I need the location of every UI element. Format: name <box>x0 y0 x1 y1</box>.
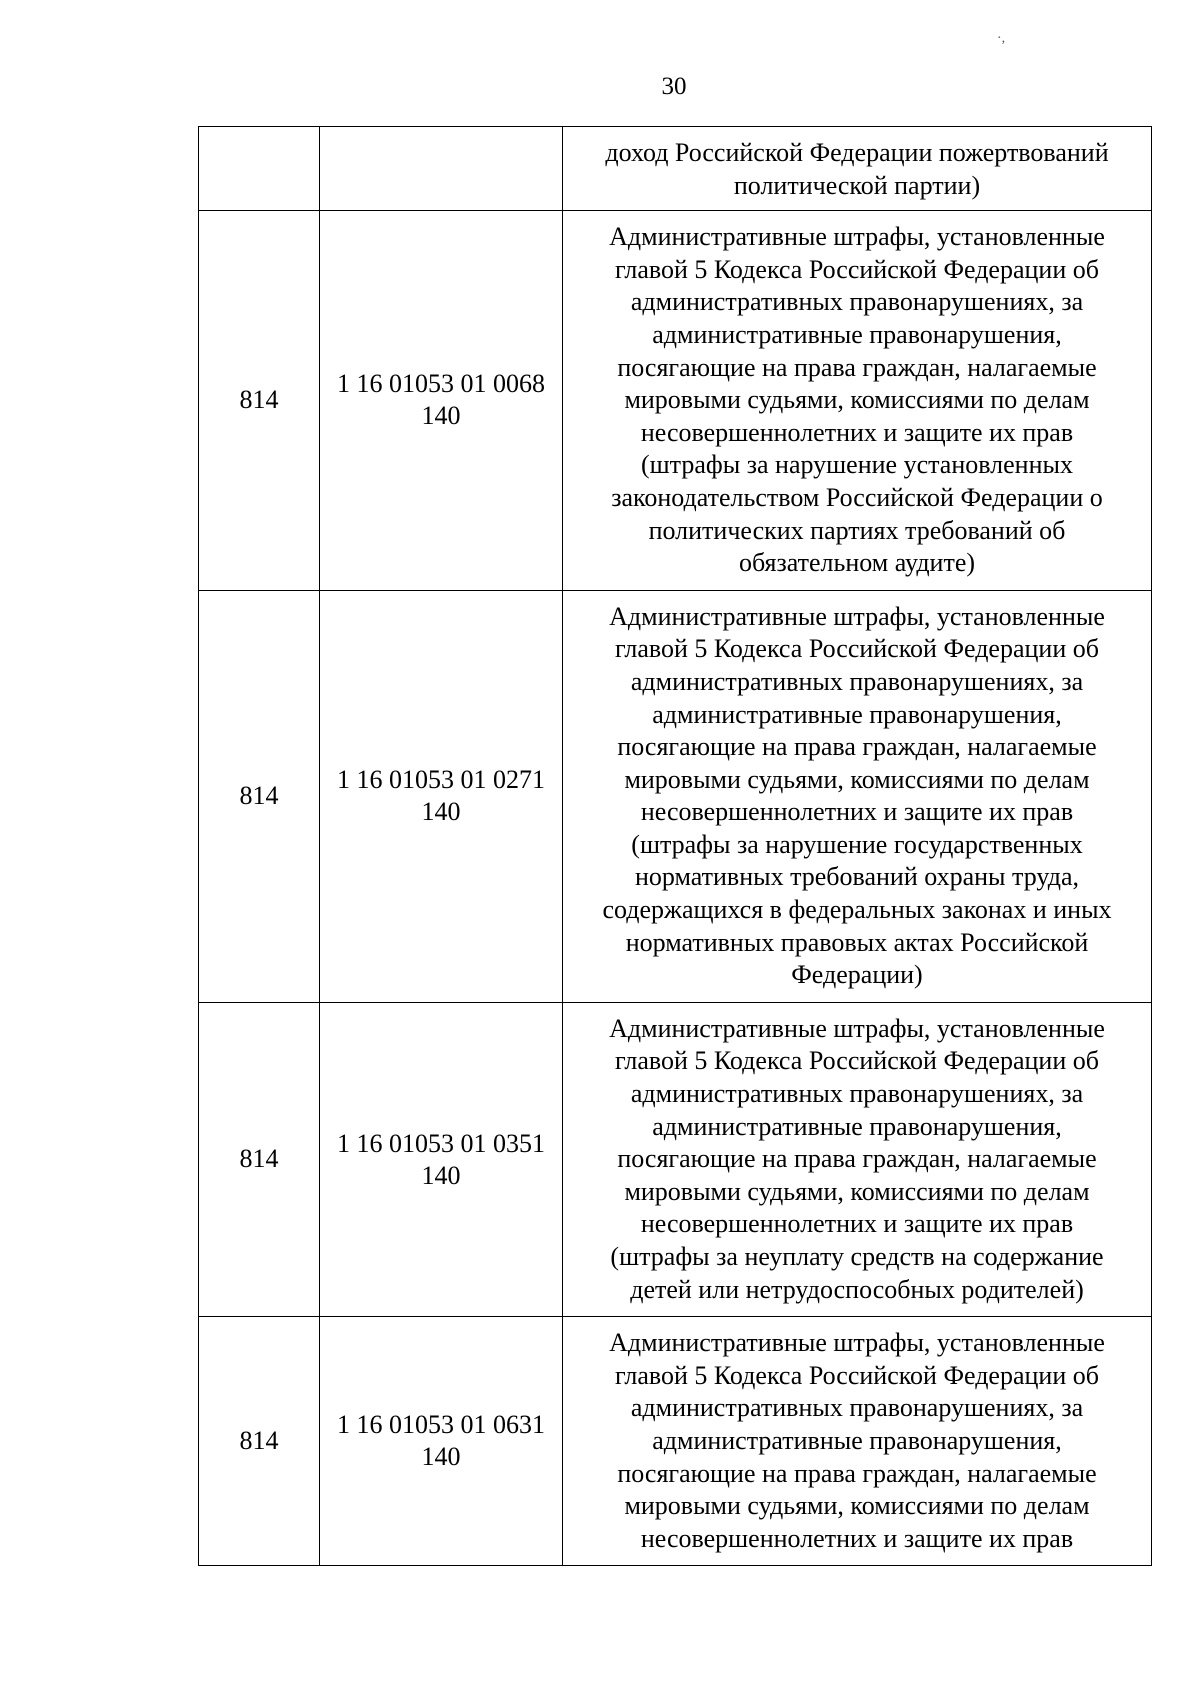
kbk-code-line: 140 <box>421 797 461 827</box>
kbk-code-line: 1 16 01053 01 0351 <box>337 1128 545 1158</box>
table-row <box>199 590 1152 1002</box>
description-line: административные правонарушения, <box>652 1425 1062 1455</box>
kbk-code-cell <box>320 211 563 591</box>
kbk-code-line: 140 <box>421 1442 461 1472</box>
kbk-code-line: 140 <box>421 401 461 431</box>
description-line: законодательством Российской Федерации о <box>611 482 1103 512</box>
description-line: посягающие на права граждан, налагаемые <box>617 1458 1097 1488</box>
description-line: Федерации) <box>791 960 923 990</box>
admin-code-cell: 814 <box>199 211 320 591</box>
description-line: мировыми судьями, комиссиями по делам <box>624 1176 1090 1206</box>
description-line: политических партиях требований об <box>648 515 1066 545</box>
admin-code-cell: 814 <box>199 590 320 1002</box>
description-line: административные правонарушения, <box>652 319 1062 349</box>
description-line: несовершеннолетних и защите их прав <box>640 1209 1074 1239</box>
description-line: мировыми судьями, комиссиями по делам <box>624 385 1090 415</box>
description-line: обязательном аудите) <box>738 548 976 578</box>
kbk-code-cell <box>320 590 563 1002</box>
table-row <box>199 127 1152 211</box>
kbk-code-cell <box>320 1002 563 1316</box>
admin-code-cell: 814 <box>199 1317 320 1566</box>
description-cell <box>563 1002 1152 1316</box>
description-line: доход Российской Федерации пожертвований <box>605 138 1109 167</box>
description-line: посягающие на права граждан, налагаемые <box>617 732 1097 762</box>
fee-table-body <box>199 127 1152 1566</box>
description-line: нормативных правовых актах Российской <box>625 927 1089 957</box>
table-row <box>199 1317 1152 1566</box>
scan-mark: ·, <box>997 31 1006 46</box>
description-line: мировыми судьями, комиссиями по делам <box>624 764 1090 794</box>
description-line: несовершеннолетних и защите их прав <box>640 417 1074 447</box>
kbk-code-cell <box>320 127 563 211</box>
table-row <box>199 211 1152 591</box>
description-line: мировыми судьями, комиссиями по делам <box>624 1491 1090 1521</box>
description-line: главой 5 Кодекса Российской Федерации об <box>615 1046 1099 1076</box>
description-line: (штрафы за нарушение государственных <box>631 829 1083 859</box>
description-line: (штрафы за нарушение установленных <box>641 450 1073 480</box>
description-line: несовершеннолетних и защите их прав <box>640 1523 1074 1553</box>
admin-code-cell <box>199 127 320 211</box>
description-line: содержащихся в федеральных законах и иных <box>602 895 1112 925</box>
description-line: главой 5 Кодекса Российской Федерации об <box>615 254 1099 284</box>
kbk-code-line: 1 16 01053 01 0068 <box>337 369 545 399</box>
description-line: Административные штрафы, установленные <box>609 601 1105 631</box>
description-line: посягающие на права граждан, налагаемые <box>617 352 1097 382</box>
kbk-code-line: 1 16 01053 01 0271 <box>337 765 545 795</box>
description-cell <box>563 211 1152 591</box>
description-line: административные правонарушения, <box>652 1111 1062 1141</box>
description-cell <box>563 127 1152 211</box>
description-line: Административные штрафы, установленные <box>609 1328 1105 1358</box>
description-line: политической партии) <box>733 170 981 200</box>
description-line: административные правонарушения, <box>652 699 1062 729</box>
table-row <box>199 1002 1152 1316</box>
description-cell <box>563 590 1152 1002</box>
description-line: административных правонарушениях, за <box>630 666 1084 696</box>
description-line: детей или нетрудоспособных родителей) <box>630 1274 1084 1304</box>
description-line: административных правонарушениях, за <box>630 1393 1084 1423</box>
description-line: главой 5 Кодекса Российской Федерации об <box>615 1360 1099 1390</box>
description-line: административных правонарушениях, за <box>630 287 1084 317</box>
description-line: Административные штрафы, установленные <box>609 1013 1105 1043</box>
kbk-code-line: 1 16 01053 01 0631 <box>337 1410 545 1440</box>
description-line: главой 5 Кодекса Российской Федерации об <box>615 634 1099 664</box>
kbk-code-cell <box>320 1317 563 1566</box>
admin-code-cell: 814 <box>199 1002 320 1316</box>
description-line: нормативных требований охраны труда, <box>634 862 1079 892</box>
description-line: Административные штрафы, установленные <box>609 222 1105 252</box>
description-line: несовершеннолетних и защите их прав <box>640 797 1074 827</box>
description-cell <box>563 1317 1152 1566</box>
description-line: административных правонарушениях, за <box>630 1079 1084 1109</box>
kbk-code-line: 140 <box>421 1160 461 1190</box>
fee-table <box>198 126 1152 1566</box>
description-line: посягающие на права граждан, налагаемые <box>617 1144 1097 1174</box>
description-line: (штрафы за неуплату средств на содержание <box>610 1242 1104 1271</box>
page-number: 30 <box>661 73 687 100</box>
